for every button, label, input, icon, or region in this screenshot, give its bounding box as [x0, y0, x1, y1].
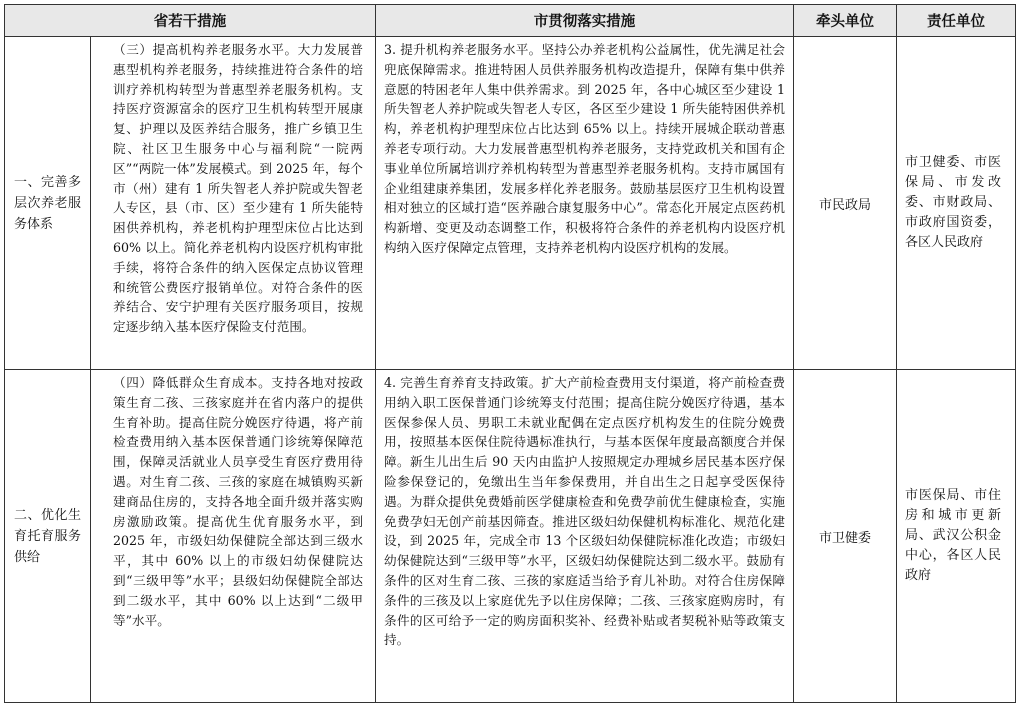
header-city-measures: 市贯彻落实措施	[376, 5, 794, 37]
provincial-measure-text: （四）降低群众生育成本。支持各地对按政策生育二孩、三孩家庭并在省内落户的提供生育补助。提高住院分娩医疗待遇，将产前检查费用纳入基本医保普通门诊统筹保障范围，保障灵活就业人员享受生育医疗费用待遇。对生育二孩、三孩的家庭在城镇购买新建商品住房的，支持各地全面升级并落实购房激励政策。提高优生优育服务水平，到 2025 年，市级妇幼保健院全部达到三级水平，其中 60% 以上的市级妇幼保健院达到“三级甲等”水平；县级妇幼保健院全部达到二级水平，其中 60% 以上达到“二级甲等”水平。	[91, 370, 376, 703]
city-measure-text: 4. 完善生育养育支持政策。扩大产前检查费用支付渠道，将产前检查费用纳入职工医保普通门诊统筹支付范围；提高住院分娩医疗待遇，基本医保参保人员、男职工未就业配偶在定点医疗机构发生的住院分娩费用，按照基本医保住院待遇标准执行，与基本医保年度最高额度合并保障。新生儿出生后 90 天内由监护人按照规定办理城乡居民基本医疗保险参保登记的，免缴出生当年参保费用，并自出生之日起享受医保待遇。为群众提供免费婚前医学健康检查和免费孕前优生健康检查，实施免费孕妇无创产前基因筛查。推进区级妇幼保健机构标准化、规范化建设，到 2025 年，完成全市 13 个区级妇幼保健院标准化改造；市级妇幼保健院达到“三级甲等”水平，区级妇幼保健院达到二级水平。鼓励有条件的区对生育二孩、三孩的家庭适当给予育儿补助。对符合住房保障条件的三孩及以上家庭优先予以住房保障；二孩、三孩家庭购房时，有条件的区可给予一定的购房面积奖补、经费补贴或者契税补贴等政策支持。	[376, 370, 794, 703]
lead-unit-cell: 市民政局	[794, 37, 897, 370]
lead-unit-cell: 市卫健委	[794, 370, 897, 703]
city-measure-text: 3. 提升机构养老服务水平。坚持公办养老机构公益属性，优先满足社会兜底保障需求。推进特困人员供养服务机构改造提升，保障有集中供养意愿的特困老年人集中供养需求。到 2025 年，各中心城区至少建设 1 所失智老人养护院或失智老人专区，各区至少建设 1 所失能特困供养机构，养老机构护理型床位占比达到 65% 以上。持续开展城企联动普惠养老专项行动。大力发展普惠型机构养老服务，支持党政机关和国有企事业单位所属培训疗养机构转型为普惠型养老服务机构。支持市属国有企业组建康养集团，发展多样化养老服务。鼓励基层医疗卫生机构设置相对独立的区域打造“医养融合康复服务中心”。常态化开展定点医药机构新增、变更及动态调整工作，积极将符合条件的养老机构内设医疗机构纳入医疗保障定点管理，支持养老机构内设医疗机构的发展。	[376, 37, 794, 370]
header-provincial-measures: 省若干措施	[5, 5, 376, 37]
table-row	[5, 370, 1016, 703]
header-lead-unit: 牵头单位	[794, 5, 897, 37]
responsible-units-cell: 市医保局、市住房和城市更新局、武汉公积金中心，各区人民政府	[897, 370, 1016, 703]
row-category: 二、优化生育托育服务供给	[5, 370, 91, 703]
header-row	[5, 5, 1016, 37]
table-row	[5, 37, 1016, 370]
provincial-measure-text: （三）提高机构养老服务水平。大力发展普惠型机构养老服务，持续推进符合条件的培训疗养机构转型为普惠型养老服务机构。支持医疗资源富余的医疗卫生机构转型开展康复、护理以及医养结合服务，推广乡镇卫生院、社区卫生服务中心与福利院“一院两区”“两院一体”发展模式。到 2025 年，每个市（州）建有 1 所失智老人养护院或失智老人专区，县（市、区）至少建有 1 所失能特困供养机构，养老机构护理型床位占比达到 60% 以上。简化养老机构内设医疗机构审批手续，将符合条件的纳入医保定点协议管理和统管公费医疗报销单位。对符合条件的医养结合、安宁护理有关医疗服务项目，按规定逐步纳入基本医疗保险支付范围。	[91, 37, 376, 370]
row-category: 一、完善多层次养老服务体系	[5, 37, 91, 370]
header-responsible-units: 责任单位	[897, 5, 1016, 37]
policy-table	[4, 4, 1016, 703]
responsible-units-cell: 市卫健委、市医保局、市发改委、市财政局、市政府国资委，各区人民政府	[897, 37, 1016, 370]
